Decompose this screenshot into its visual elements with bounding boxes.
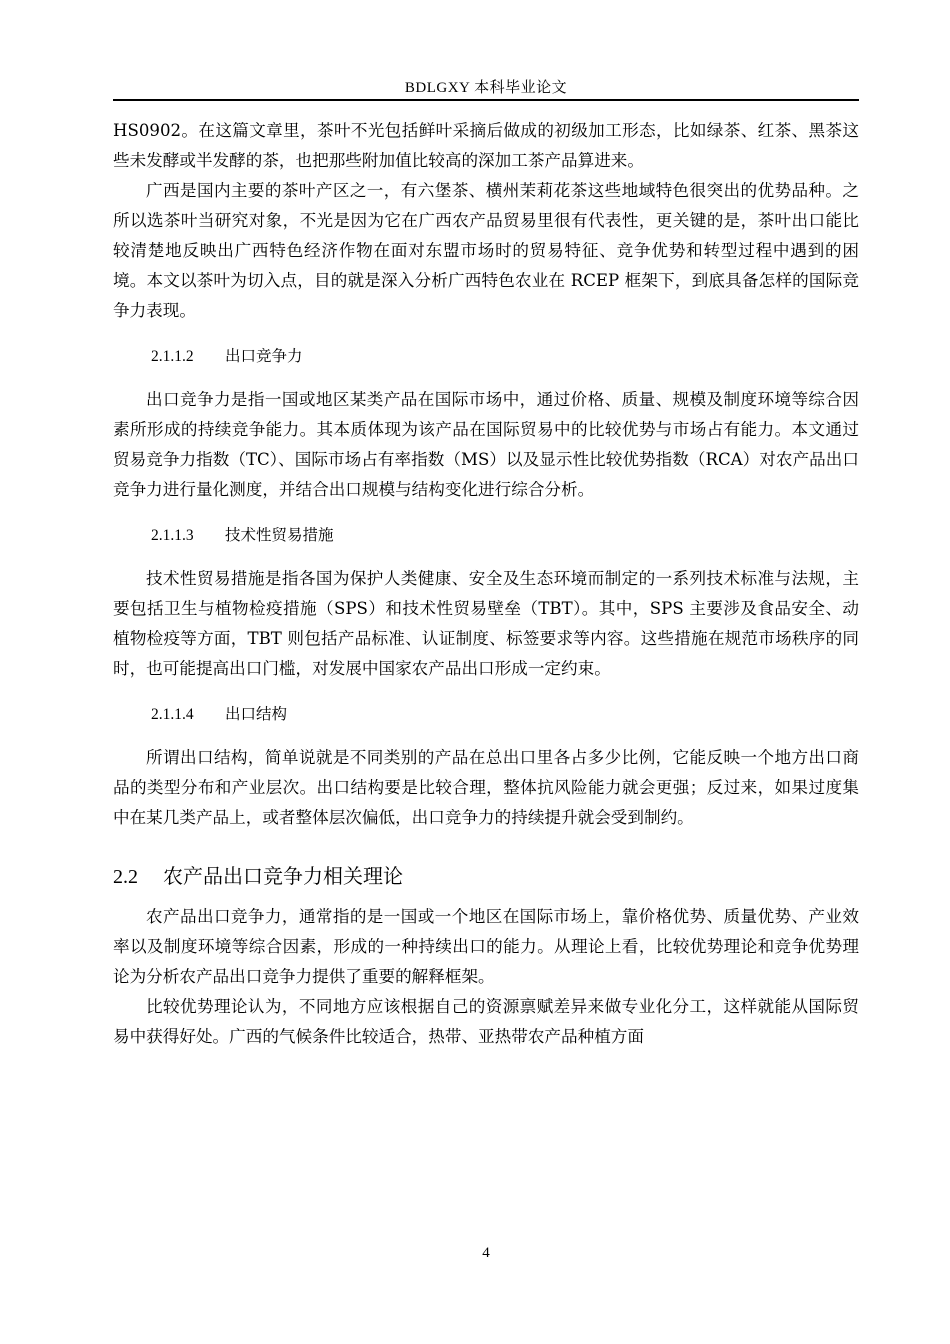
heading-number: 2.1.1.2 (151, 348, 194, 365)
heading-title: 出口竞争力 (225, 347, 303, 365)
header-rule (113, 99, 859, 101)
paragraph: 所谓出口结构，简单说就是不同类别的产品在总出口里各占多少比例，它能反映一个地方出口商品的类型分布和产业层次。出口结构要是比较合理，整体抗风险能力就会更强；反过来，如果过度集中在某几类产品上，或者整体层次偏低，出口竞争力的持续提升就会受到制约。 (113, 748, 859, 827)
page-body (113, 116, 859, 1052)
paragraph: 比较优势理论认为，不同地方应该根据自己的资源禀赋差异来做专业化分工，这样就能从国际贸易中获得好处。广西的气候条件比较适合，热带、亚热带农产品种植方面 (113, 997, 859, 1046)
paragraph: 广西是国内主要的茶叶产区之一，有六堡茶、横州茉莉花茶这些地域特色很突出的优势品种。之所以选茶叶当研究对象，不光是因为它在广西农产品贸易里很有代表性，更关键的是，茶叶出口能比较清楚地反映出广西特色经济作物在面对东盟市场时的贸易特征、竞争优势和转型过程中遇到的困境。本文以茶叶为切入点，目的就是深入分析广西特色农业在 RCEP 框架下，到底具备怎样的国际竞争力表现。 (113, 181, 859, 320)
section-heading-2-1-1-2 (113, 346, 859, 367)
paragraph: 农产品出口竞争力，通常指的是一国或一个地区在国际市场上，靠价格优势、质量优势、产业效率以及制度环境等综合因素，形成的一种持续出口的能力。从理论上看，比较优势理论和竞争优势理论为分析农产品出口竞争力提供了重要的解释框架。 (113, 907, 859, 986)
section-heading-2-2 (113, 863, 859, 890)
page-number: 4 (482, 1245, 490, 1261)
paragraph: 出口竞争力是指一国或地区某类产品在国际市场中，通过价格、质量、规模及制度环境等综合因素所形成的持续竞争能力。其本质体现为该产品在国际贸易中的比较优势与市场占有能力。本文通过贸易竞争力指数（TC）、国际市场占有率指数（MS）以及显示性比较优势指数（RCA）对农产品出口竞争力进行量化测度，并结合出口规模与结构变化进行综合分析。 (113, 390, 859, 499)
heading-number: 2.1.1.3 (151, 527, 194, 544)
heading-title: 农产品出口竞争力相关理论 (163, 864, 403, 888)
heading-number: 2.1.1.4 (151, 706, 194, 723)
section-heading-2-1-1-4 (113, 704, 859, 725)
paragraph: HS0902。在这篇文章里，茶叶不光包括鲜叶采摘后做成的初级加工形态，比如绿茶、红茶、黑茶这些未发酵或半发酵的茶，也把那些附加值比较高的深加工茶产品算进来。 (113, 121, 859, 170)
section-heading-2-1-1-3 (113, 525, 859, 546)
heading-title: 技术性贸易措施 (225, 526, 334, 544)
heading-number: 2.2 (113, 866, 138, 888)
heading-title: 出口结构 (225, 705, 288, 723)
running-header: BDLGXY 本科毕业论文 (404, 80, 568, 96)
paragraph: 技术性贸易措施是指各国为保护人类健康、安全及生态环境而制定的一系列技术标准与法规，主要包括卫生与植物检疫措施（SPS）和技术性贸易壁垒（TBT）。其中，SPS 主要涉及食品安全、动植物检疫等方面，TBT 则包括产品标准、认证制度、标签要求等内容。这些措施在规范市场秩序的同时，也可能提高出口门槛，对发展中国家农产品出口形成一定约束。 (113, 569, 859, 678)
